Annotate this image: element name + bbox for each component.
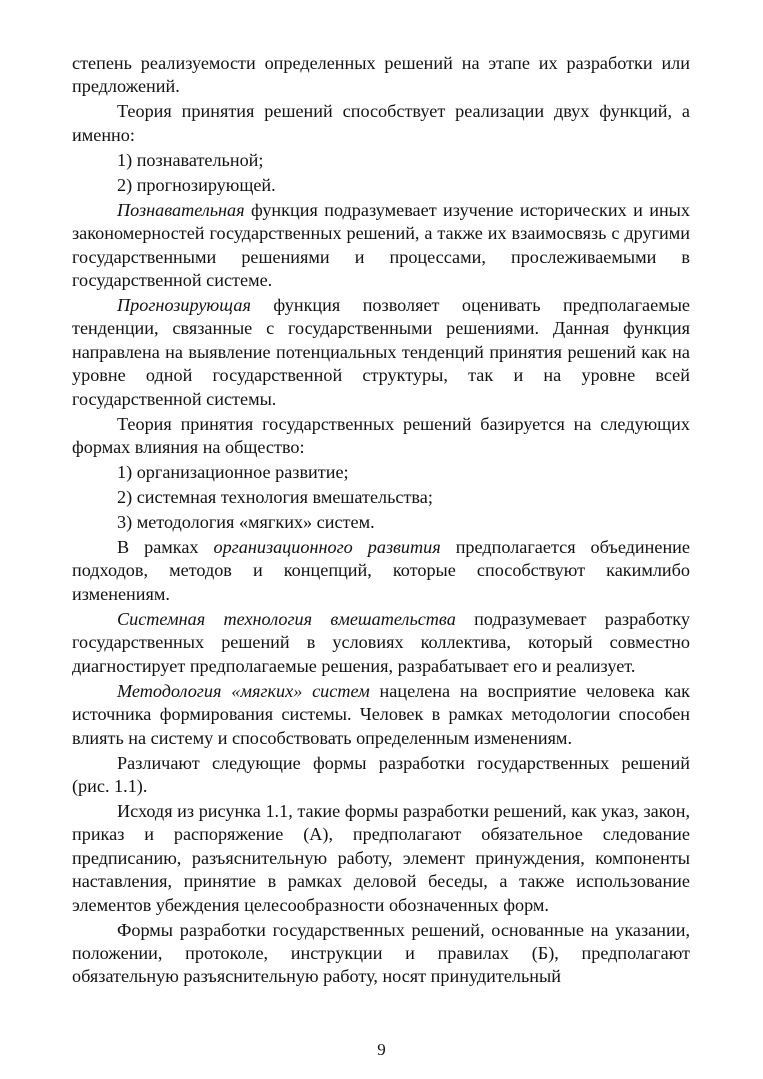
paragraph-continuation: степень реализуемости определенных решений на этапе их разработки или предложений. (72, 53, 690, 97)
term-soft-systems: Методология «мягких» систем (117, 680, 370, 701)
paragraph-influence-forms: Теория принятия государственных решений базируется на следующих формах влияния на общество: (72, 413, 690, 458)
paragraph-figure-reference: Различают следующие формы разработки государственных решений (рис. 1.1). (72, 752, 690, 796)
paragraph-predictive-function: Прогнозирующая функция позволяет оценивать предполагаемые тенденции, связанные с государственными решениями. Данная функция направлена на выявление потенциальных тенденций принятия решений как на уровне одной государственной структуры, так и на уровне всей государственной системы. (72, 295, 690, 409)
term-org-development: организационного развития (213, 537, 441, 558)
term-system-technology: Системная технология вмешательства (117, 608, 456, 629)
document-body (72, 52, 690, 989)
paragraph-cognitive-function: Познавательная функция подразумевает изучение исторических и иных закономерностей государственных решений, а также их взаимосвязь с другими государственными решениями и процессами, прослеживаемыми в государственной системе. (72, 199, 690, 291)
list-item-system-technology: 2) системная технология вмешательства; (117, 487, 433, 508)
page-number: 9 (377, 1040, 386, 1059)
term-cognitive: Познавательная (117, 199, 245, 220)
paragraph-org-development: В рамках организационного развития предполагается объединение подходов, методов и концепций, которые способствуют какимлибо изменениям. (72, 537, 690, 604)
paragraph-theory-functions: Теория принятия решений способствует реализации двух функций, а именно: (72, 101, 690, 145)
paragraph-forms-a: Исходя из рисунка 1.1, такие формы разработки решений, как указ, закон, приказ и распоряжение (А), предполагают обязательное следование предписанию, разъяснительную работу, элемент принуждения, компоненты наставления, принятие в рамках деловой беседы, а также использование элементов убеждения целесообразности обозначенных форм. (72, 800, 690, 915)
paragraph-soft-systems: Методология «мягких» систем нацелена на восприятие человека как источника формирования системы. Человек в рамках методологии способен влиять на систему и способствовать определенным изменениям. (72, 680, 691, 748)
list-item-predictive: 2) прогнозирующей. (117, 174, 276, 195)
paragraph-system-technology: Системная технология вмешательства подразумевает разработку государственных решений в условиях коллектива, который совместно диагностирует предполагаемые решения, разрабатывает его и реализует. (72, 608, 690, 676)
list-item-soft-systems: 3) методология «мягких» систем. (117, 512, 375, 533)
list-item-org-development: 1) организационное развитие; (117, 462, 349, 483)
term-predictive: Прогнозирующая (117, 295, 251, 316)
list-item-cognitive: 1) познавательной; (117, 149, 264, 170)
paragraph-forms-b: Формы разработки государственных решений, основанные на указании, положении, протоколе, инструкции и правилах (Б), предполагают обязательную разъяснительную работу, носят принудительный (72, 919, 690, 987)
